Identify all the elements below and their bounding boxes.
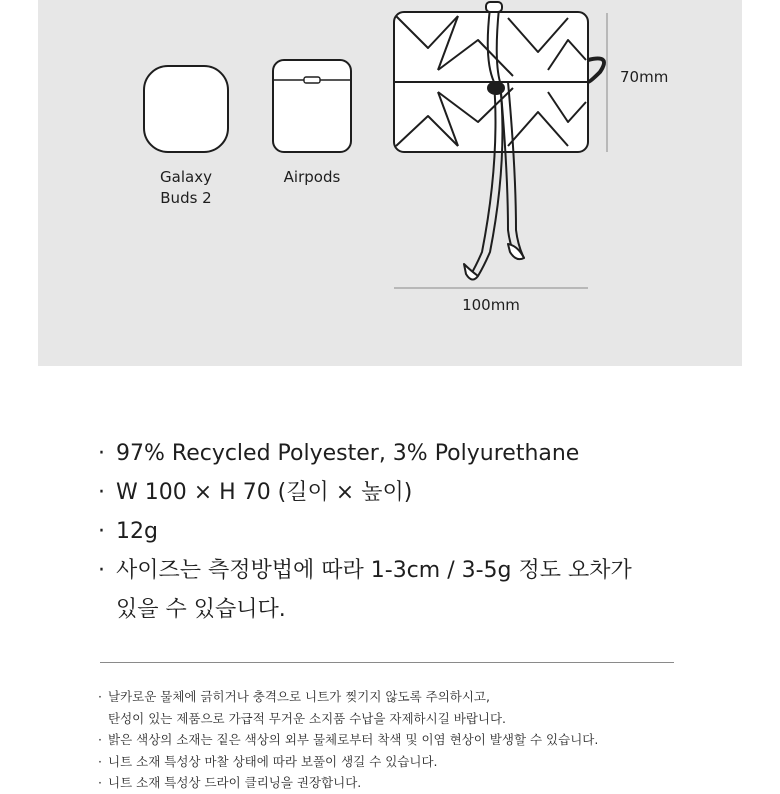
note-text: 니트 소재 특성상 드라이 클리닝을 권장합니다.: [108, 775, 362, 790]
note-text: 날카로운 물체에 긁히거나 충격으로 니트가 찢기지 않도록 주의하시고,: [108, 689, 490, 704]
bullet: ·: [98, 753, 102, 769]
bullet: ·: [98, 775, 102, 790]
galaxy-label-line1: Galaxy: [160, 168, 212, 186]
spec-text: 사이즈는 측정방법에 따라 1-3cm / 3-5g 정도 오차가: [116, 558, 632, 583]
bullet: ·: [98, 480, 105, 505]
note-item: [98, 772, 738, 794]
airpods-label: Airpods: [283, 168, 341, 186]
note-item: [98, 686, 738, 729]
width-dimension-label: 100mm: [462, 296, 520, 314]
section-divider: [100, 662, 674, 663]
knit-pouch-icon: [394, 2, 604, 280]
airpods-case-icon: [273, 60, 351, 152]
galaxy-label-line2: Buds 2: [160, 189, 212, 207]
bullet: ·: [98, 689, 102, 704]
bullet: ·: [98, 558, 105, 583]
bullet: ·: [98, 519, 105, 544]
spec-text-continued: 있을 수 있습니다.: [116, 597, 286, 622]
bullet: ·: [98, 441, 105, 466]
galaxy-buds-label: [136, 167, 236, 209]
product-size-diagram: [38, 0, 742, 366]
spec-text: 97% Recycled Polyester, 3% Polyurethane: [116, 441, 580, 466]
galaxy-buds-case-icon: [144, 66, 228, 152]
note-text: 밝은 색상의 소재는 짙은 색상의 외부 물체로부터 착색 및 이염 현상이 발생할 수 있습니다.: [108, 732, 599, 747]
note-text: 니트 소재 특성상 마찰 상태에 따라 보풀이 생길 수 있습니다.: [108, 753, 438, 769]
note-item: [98, 751, 738, 773]
spec-item: [98, 512, 738, 551]
care-notes-list: [98, 686, 738, 794]
spec-item: [98, 473, 738, 512]
spec-text: 12g: [116, 519, 158, 544]
spec-list: [98, 434, 738, 629]
height-dimension-label: 70mm: [620, 68, 669, 86]
spec-text: W 100 × H 70 (길이 × 높이): [116, 480, 413, 505]
note-text-continued: 탄성이 있는 제품으로 가급적 무거운 소지품 수납을 자제하시길 바랍니다.: [108, 710, 507, 726]
note-item: [98, 729, 738, 751]
spec-item: [98, 551, 738, 629]
bullet: ·: [98, 732, 102, 747]
spec-item: [98, 434, 738, 473]
